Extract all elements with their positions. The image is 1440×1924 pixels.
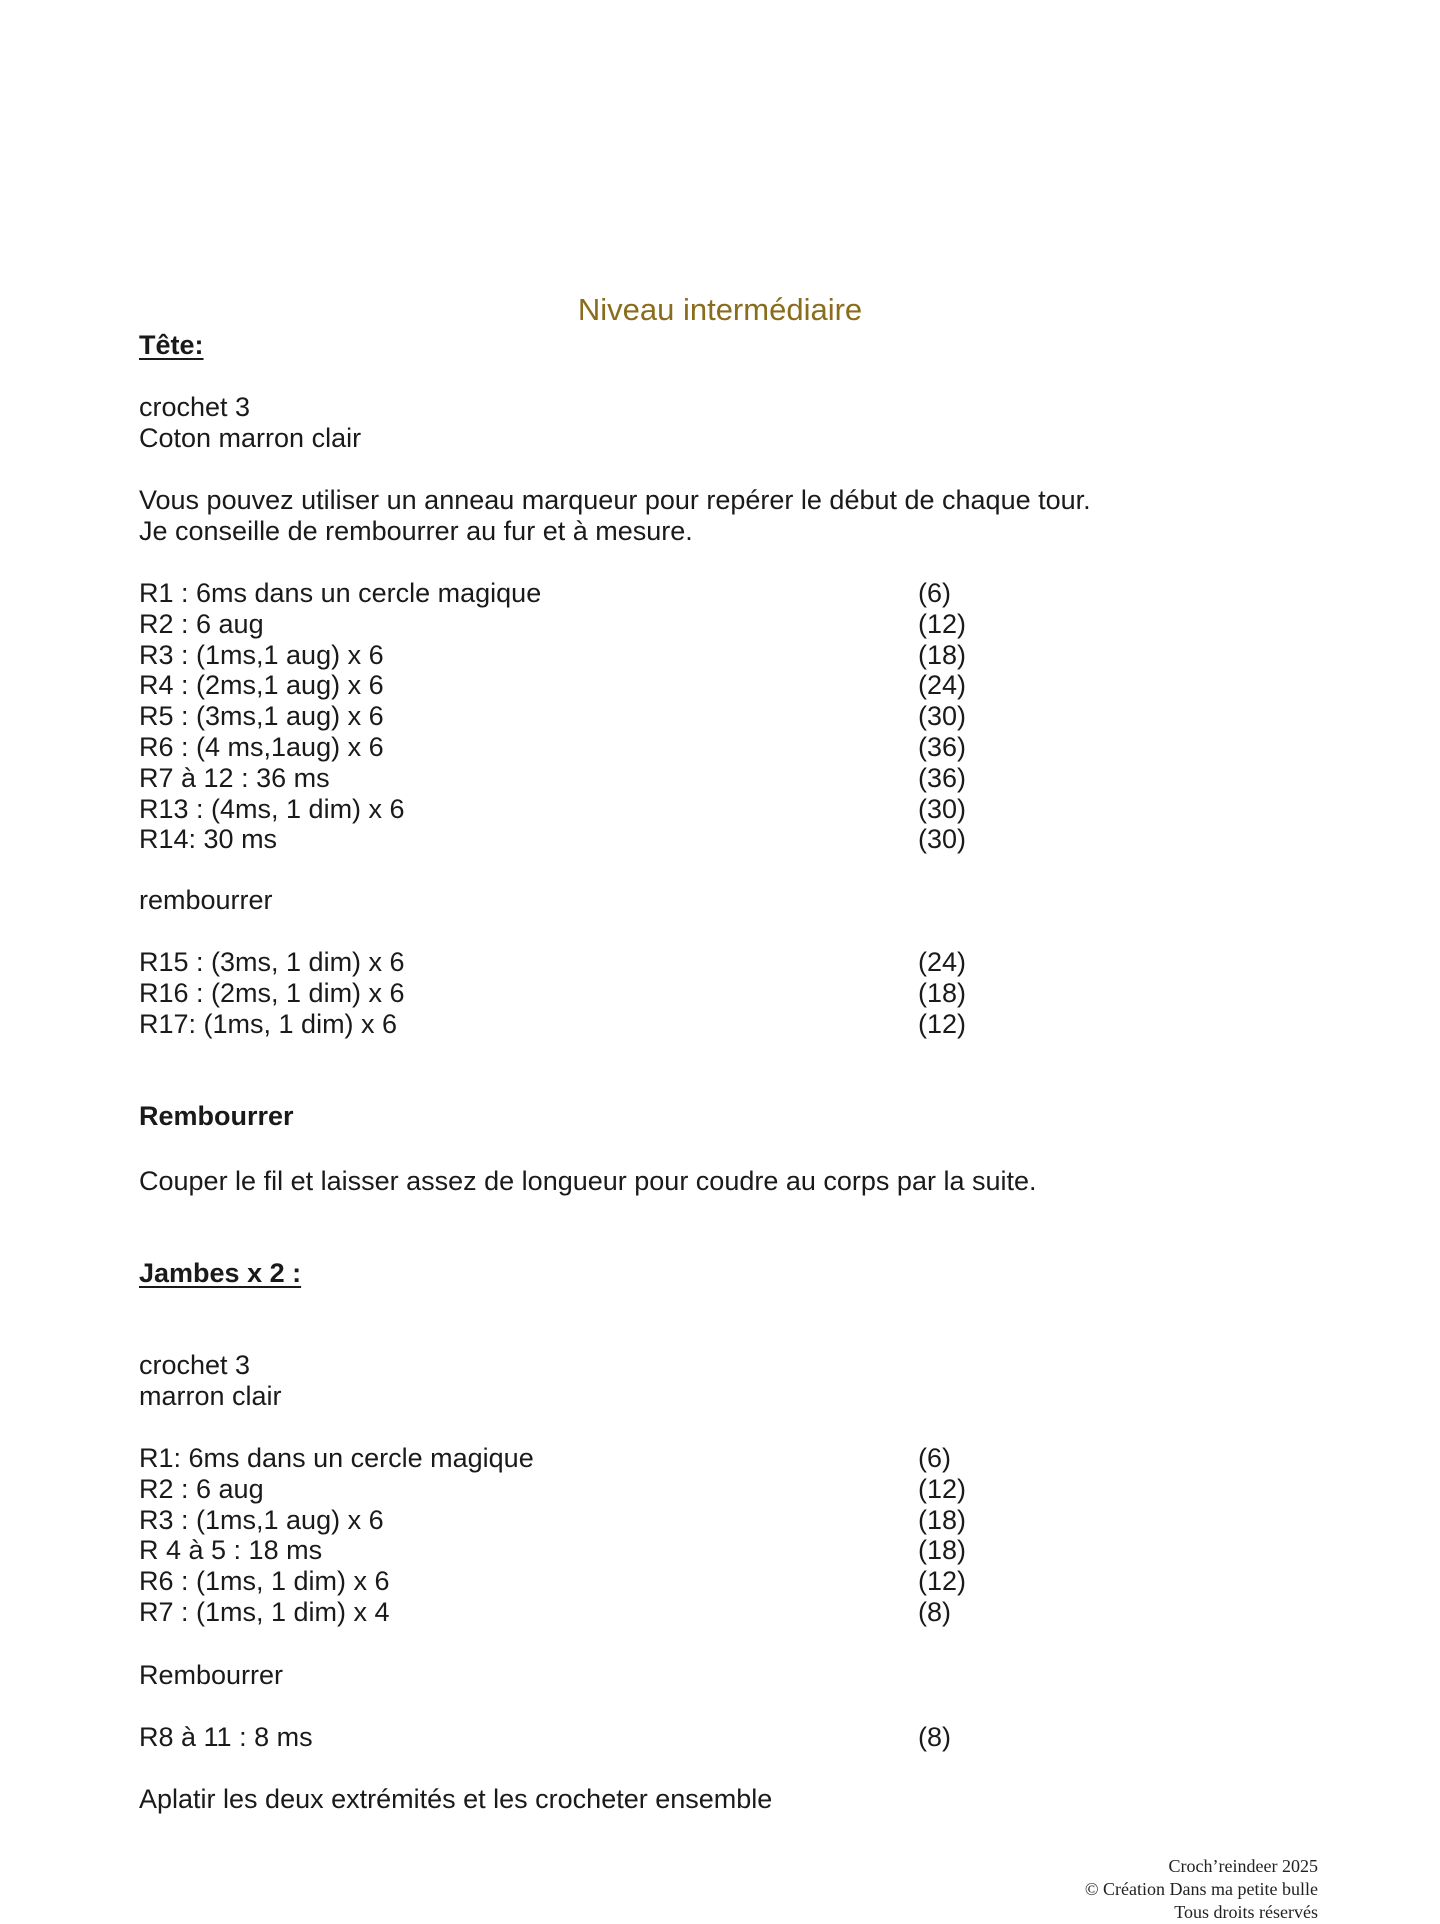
round-instruction: R4 : (2ms,1 aug) x 6 (139, 670, 384, 701)
stitch-count: (18) (918, 1504, 967, 1535)
round-row (139, 763, 1039, 794)
head-hook-size: crochet 3 (139, 392, 251, 422)
stitch-count: (24) (918, 670, 967, 701)
round-row (139, 1443, 1039, 1474)
legs-hook-size: crochet 3 (139, 1350, 251, 1380)
head-tip-stuffing: Je conseille de rembourrer au fur et à mesure. (139, 516, 693, 546)
footer-line-project: Croch’reindeer 2025 (1168, 1856, 1318, 1876)
footer-line-copyright: © Création Dans ma petite bulle (1084, 1879, 1318, 1899)
stitch-count: (30) (918, 701, 967, 732)
head-stuff-note: rembourrer (139, 885, 273, 915)
round-row (139, 1505, 1039, 1536)
round-row (139, 1566, 1039, 1597)
round-instruction: R2 : 6 aug (139, 608, 264, 639)
round-row (139, 609, 1039, 640)
round-instruction: R6 : (1ms, 1 dim) x 6 (139, 1566, 390, 1597)
round-instruction: R3 : (1ms,1 aug) x 6 (139, 1504, 384, 1535)
stitch-count: (12) (918, 1008, 967, 1039)
round-instruction: R8 à 11 : 8 ms (139, 1722, 313, 1752)
stitch-count: (12) (918, 1473, 967, 1504)
stitch-count: (18) (918, 977, 967, 1008)
round-row (139, 732, 1039, 763)
round-row (139, 824, 1039, 855)
head-section-heading: Tête: (139, 330, 204, 360)
stitch-count: (36) (918, 762, 967, 793)
round-instruction: R 4 à 5 : 18 ms (139, 1535, 323, 1566)
round-instruction: R5 : (3ms,1 aug) x 6 (139, 701, 384, 732)
head-finish-instruction: Couper le fil et laisser assez de longueur pour coudre au corps par la suite. (139, 1166, 1037, 1196)
legs-stuff-note: Rembourrer (139, 1660, 284, 1690)
round-instruction: R3 : (1ms,1 aug) x 6 (139, 639, 384, 670)
round-instruction: R7 : (1ms, 1 dim) x 4 (139, 1597, 390, 1627)
stitch-count: (30) (918, 793, 967, 824)
round-row (139, 978, 1039, 1009)
head-stuff-heading: Rembourrer (139, 1101, 294, 1131)
stitch-count: (12) (918, 1566, 967, 1597)
round-row (139, 794, 1039, 825)
stitch-count: (6) (918, 578, 951, 608)
stitch-count: (18) (918, 639, 967, 670)
stitch-count: (8) (918, 1722, 951, 1752)
stitch-count: (18) (918, 1535, 967, 1566)
head-yarn: Coton marron clair (139, 423, 362, 453)
round-instruction: R16 : (2ms, 1 dim) x 6 (139, 977, 405, 1008)
round-row (139, 701, 1039, 732)
round-row (139, 1597, 1039, 1628)
round-instruction: R6 : (4 ms,1aug) x 6 (139, 732, 384, 762)
copyright-footer (1085, 1855, 1318, 1924)
legs-finish-instruction: Aplatir les deux extrémités et les crocheter ensemble (139, 1784, 773, 1814)
round-row (139, 1535, 1039, 1566)
legs-yarn: marron clair (139, 1381, 282, 1411)
round-instruction: R15 : (3ms, 1 dim) x 6 (139, 947, 405, 977)
stitch-count: (6) (918, 1443, 951, 1473)
stitch-count: (30) (918, 824, 967, 855)
stitch-count: (36) (918, 732, 967, 762)
round-instruction: R7 à 12 : 36 ms (139, 762, 330, 793)
round-row (139, 1474, 1039, 1505)
round-instruction: R1 : 6ms dans un cercle magique (139, 578, 542, 608)
head-tip-marker: Vous pouvez utiliser un anneau marqueur pour repérer le début de chaque tour. (139, 485, 1091, 515)
round-row (139, 670, 1039, 701)
round-row (139, 578, 1039, 609)
difficulty-level-title: Niveau intermédiaire (577, 292, 863, 327)
round-instruction: R13 : (4ms, 1 dim) x 6 (139, 793, 405, 824)
stitch-count: (12) (918, 608, 967, 639)
round-instruction: R1: 6ms dans un cercle magique (139, 1443, 534, 1473)
round-instruction: R2 : 6 aug (139, 1473, 264, 1504)
round-row (139, 640, 1039, 671)
legs-section-heading: Jambes x 2 : (139, 1258, 302, 1288)
round-row (139, 1722, 1039, 1753)
footer-line-rights: Tous droits réservés (1174, 1902, 1318, 1922)
round-instruction: R17: (1ms, 1 dim) x 6 (139, 1008, 398, 1039)
stitch-count: (24) (918, 947, 967, 977)
round-row (139, 1009, 1039, 1040)
round-instruction: R14: 30 ms (139, 824, 278, 855)
stitch-count: (8) (918, 1597, 951, 1627)
round-row (139, 947, 1039, 978)
